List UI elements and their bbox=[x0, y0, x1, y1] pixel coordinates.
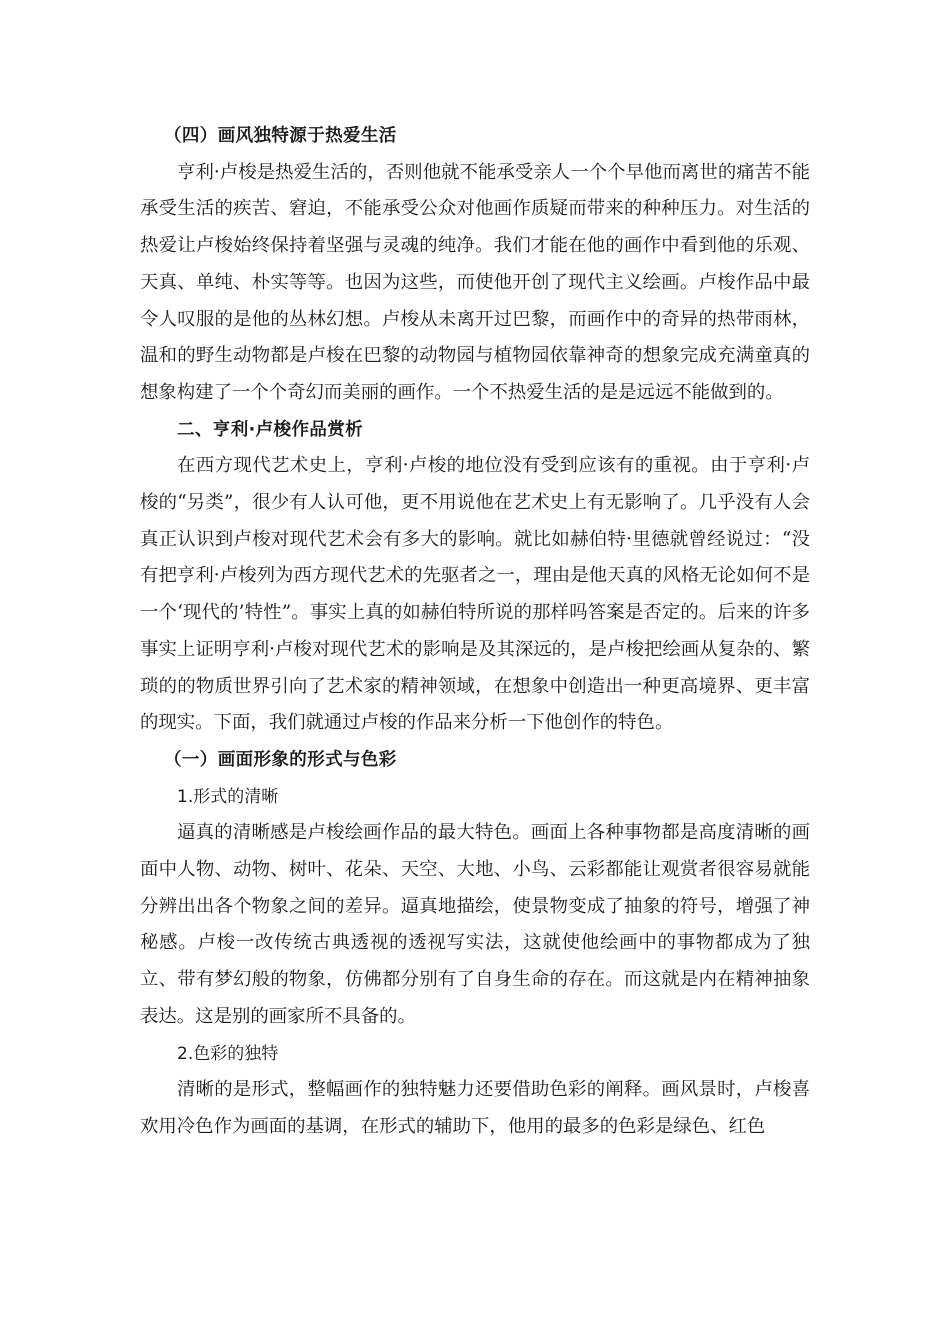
section-heading-4: （四）画风独特源于热爱生活 bbox=[164, 126, 397, 146]
paragraph-unique-color: 清晰的是形式，整幅画作的独特魅力还要借助色彩的阐释。画风景时，卢梭喜欢用冷色作为画面的基调，在形式的辅助下，他用的最多的色彩是绿色、红色 bbox=[140, 1079, 810, 1137]
paragraph-art-history: 在西方现代艺术史上，亨利·卢梭的地位没有受到应该有的重视。由于亨利·卢梭的“另类”，很少有人认可他，更不用说他在艺术史上有无影响了。几乎没有人会真正认识到卢梭对现代艺术会有多大的影响。就比如赫伯特·里德就曾经说过：“没有把亨利·卢梭列为西方现代艺术的先驱者之一，理由是他天真的风格无论如何不是一个‘现代的’特性”。事实上真的如赫伯特所说的那样吗答案是否定的。后来的许多事实上证明亨利·卢梭对现代艺术的影响是及其深远的，是卢梭把绘画从复杂的、繁琐的的物质世界引向了艺术家的精神领域，在想象中创造出一种更高境界、更丰富的现实。下面，我们就通过卢梭的作品来分析一下他创作的特色。 bbox=[140, 455, 810, 734]
chapter-heading-2: 二、亨利·卢梭作品赏析 bbox=[177, 419, 364, 440]
subheading-form-clarity: 1.形式的清晰 bbox=[177, 786, 279, 807]
document-body bbox=[140, 118, 810, 1146]
paragraph-love-of-life: 亨利·卢梭是热爱生活的，否则他就不能承受亲人一个个早他而离世的痛苦不能承受生活的疾苦、窘迫，不能承受公众对他画作质疑而带来的种种压力。对生活的热爱让卢梭始终保持着坚强与灵魂的纯净。我们才能在他的画作中看到他的乐观、天真、单纯、朴实等等。也因为这些，而使他开创了现代主义绘画。卢梭作品中最令人叹服的是他的丛林幻想。卢梭从未离开过巴黎，而画作中的奇异的热带雨林，温和的野生动物都是卢梭在巴黎的动物园与植物园依靠神奇的想象完成充满童真的想象构建了一个个奇幻而美丽的画作。一个不热爱生活的是是远远不能做到的。 bbox=[140, 161, 810, 403]
paragraph-form-clarity: 逼真的清晰感是卢梭绘画作品的最大特色。画面上各种事物都是高度清晰的画面中人物、动物、树叶、花朵、天空、大地、小鸟、云彩都能让观赏者很容易就能分辨出出各个物象之间的差异。逼真地描绘，使景物变成了抽象的符号，增强了神秘感。卢梭一改传统古典透视的透视写实法，这就使他绘画中的事物都成为了独立、带有梦幻般的物象，仿佛都分别有了自身生命的存在。而这就是内在精神抽象表达。这是别的画家所不具备的。 bbox=[140, 822, 810, 1027]
section-heading-1: （一）画面形象的形式与色彩 bbox=[164, 749, 397, 770]
subheading-unique-color: 2.色彩的独特 bbox=[177, 1043, 279, 1064]
